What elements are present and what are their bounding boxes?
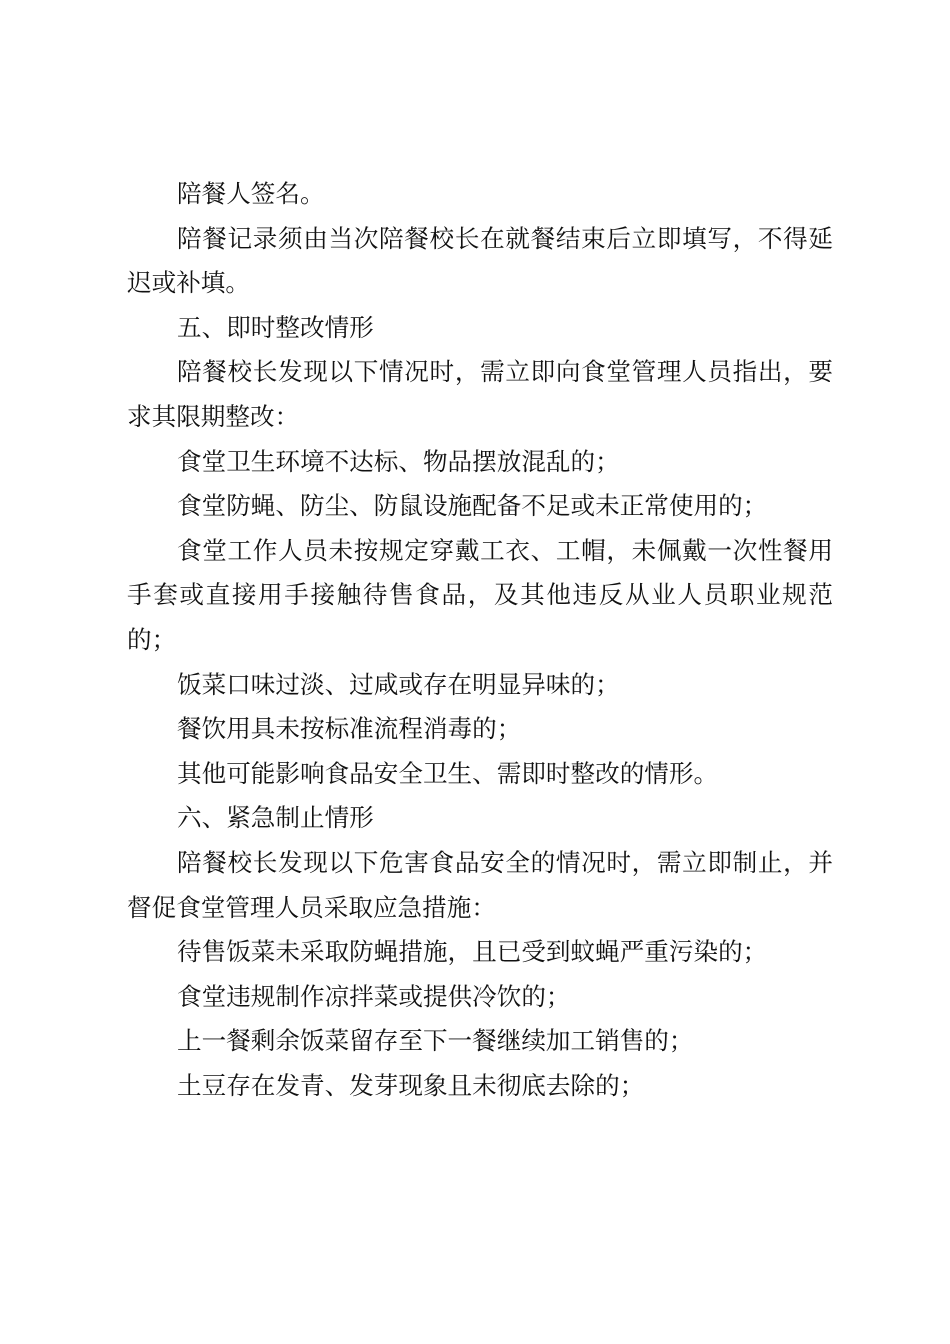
- document-body: [127, 172, 833, 1108]
- list-item: 土豆存在发青、发芽现象且未彻底去除的；: [177, 1070, 645, 1100]
- paragraph-section-6-intro: 陪餐校长发现以下危害食品安全的情况时，需立即制止，并督促食堂管理人员采取应急措施：: [127, 847, 833, 922]
- section-heading-5: 五、即时整改情形: [177, 312, 374, 342]
- list-item: 餐饮用具未按标准流程消毒的；: [177, 714, 522, 744]
- list-item: 其他可能影响食品安全卫生、需即时整改的情形。: [177, 758, 719, 788]
- list-item: 食堂卫生环境不达标、物品摆放混乱的；: [177, 446, 620, 476]
- section-heading-6: 六、紧急制止情形: [177, 803, 374, 833]
- list-item: 食堂工作人员未按规定穿戴工衣、工帽，未佩戴一次性餐用手套或直接用手接触待售食品，及其他违反从业人员职业规范的；: [127, 535, 833, 654]
- paragraph-section-5-intro: 陪餐校长发现以下情况时，需立即向食堂管理人员指出，要求其限期整改：: [127, 357, 833, 431]
- list-item: 食堂违规制作凉拌菜或提供冷饮的；: [177, 981, 571, 1011]
- paragraph-record-rule: 陪餐记录须由当次陪餐校长在就餐结束后立即填写，不得延迟或补填。: [127, 223, 833, 298]
- list-item: 食堂防蝇、防尘、防鼠设施配备不足或未正常使用的；: [177, 491, 768, 521]
- paragraph-signature: 陪餐人签名。: [177, 179, 325, 208]
- list-item: 待售饭菜未采取防蝇措施，且已受到蚊蝇严重污染的；: [177, 937, 768, 967]
- list-item: 上一餐剩余饭菜留存至下一餐继续加工销售的；: [177, 1026, 694, 1056]
- list-item: 饭菜口味过淡、过咸或存在明显异味的；: [177, 669, 620, 699]
